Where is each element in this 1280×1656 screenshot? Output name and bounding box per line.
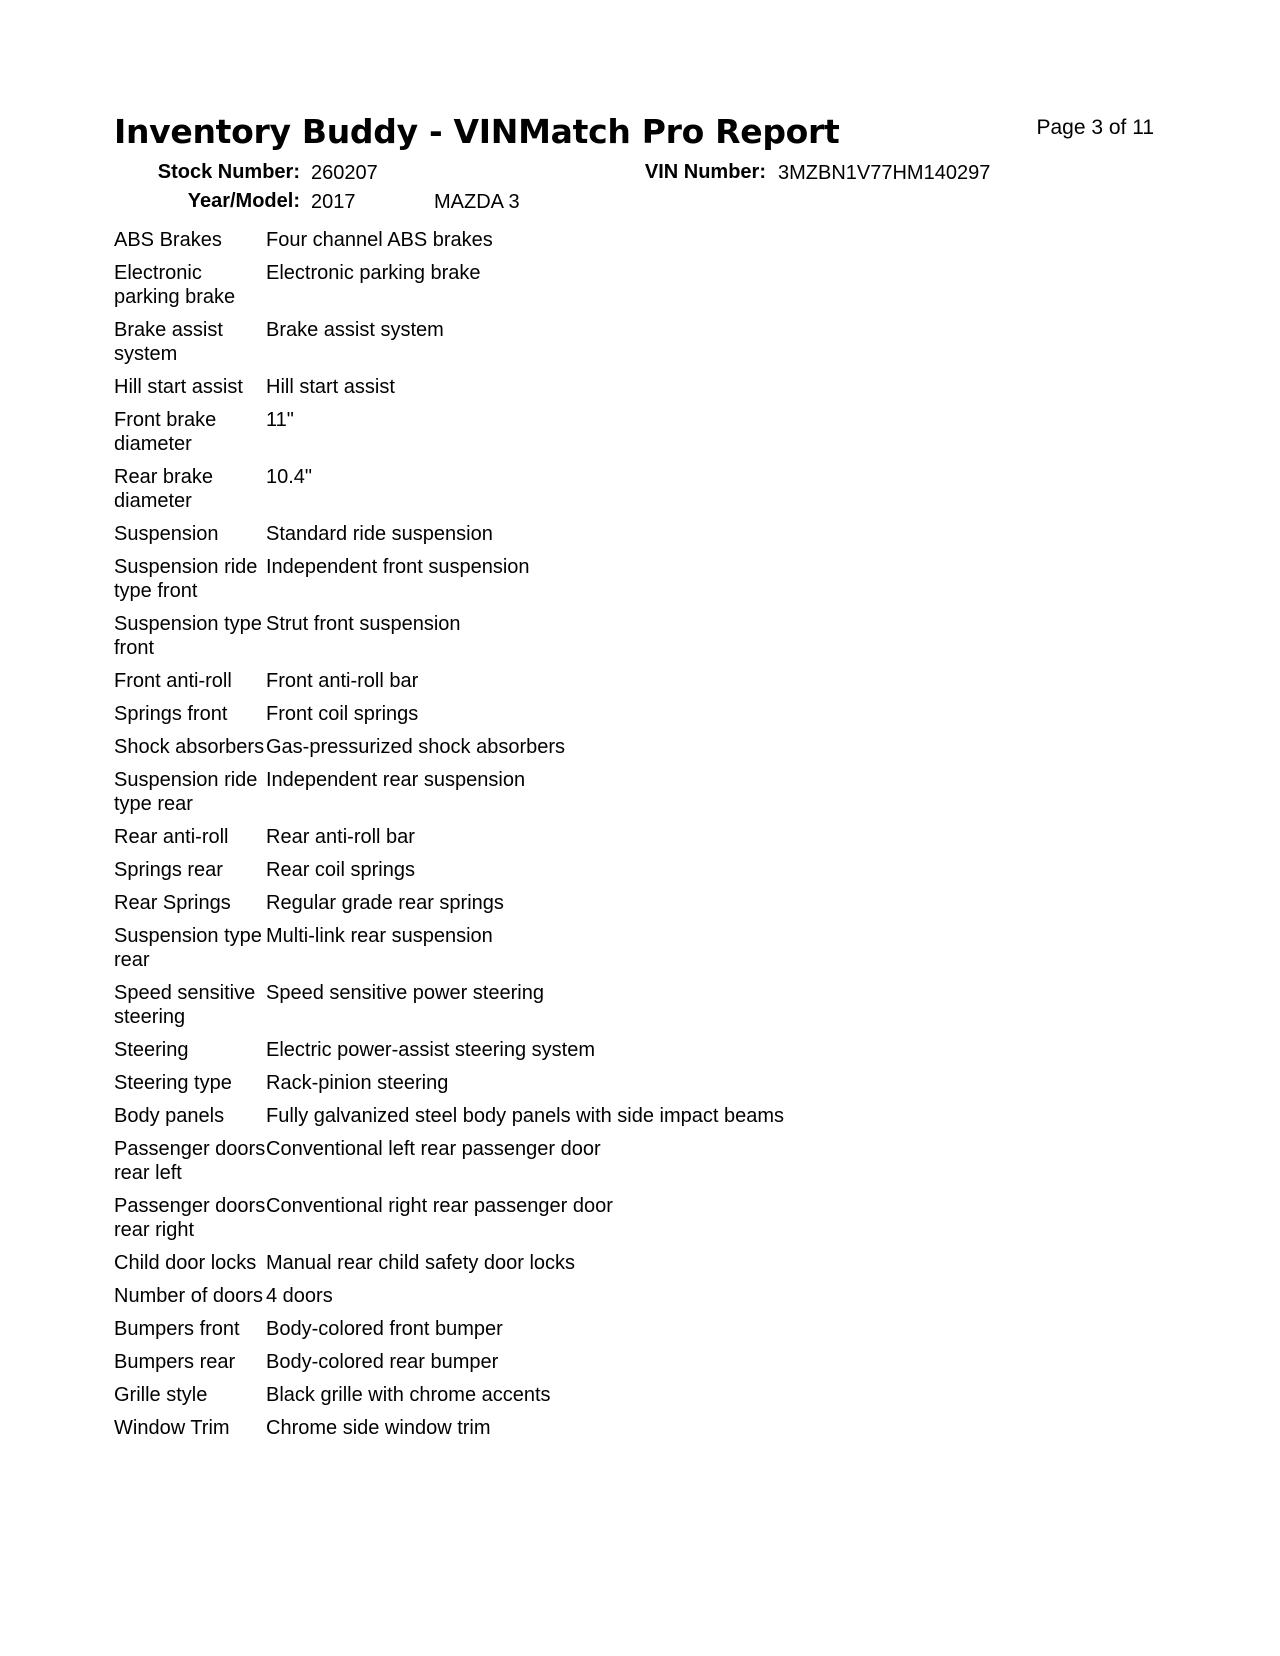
spec-value: Brake assist system xyxy=(266,319,444,341)
spec-value: Electronic parking brake xyxy=(266,262,481,284)
spec-name: Front brake diameter xyxy=(114,409,217,455)
spec-value: Gas-pressurized shock absorbers xyxy=(266,736,566,758)
spec-name: Front anti-roll xyxy=(114,670,232,692)
spec-name: Speed sensitive steering xyxy=(114,982,256,1028)
spec-value: Front coil springs xyxy=(266,703,419,725)
spec-value: Conventional right rear passenger door xyxy=(266,1195,613,1217)
spec-name: Hill start assist xyxy=(114,376,243,398)
stock-number-label: Stock Number: xyxy=(157,161,300,183)
spec-row xyxy=(114,1251,784,1284)
spec-name: Number of doors xyxy=(114,1285,263,1307)
spec-name: Springs front xyxy=(114,703,228,725)
spec-row xyxy=(114,1038,784,1071)
spec-name: Passenger doors rear left xyxy=(114,1138,266,1184)
spec-value: Fully galvanized steel body panels with side impact beams xyxy=(266,1105,785,1127)
spec-name: Suspension type rear xyxy=(114,925,262,971)
spec-name: Bumpers front xyxy=(114,1318,240,1340)
spec-row xyxy=(114,702,784,735)
vin-number-label: VIN Number: xyxy=(644,161,766,183)
spec-value: Rear anti-roll bar xyxy=(266,826,415,848)
spec-value: 4 doors xyxy=(266,1285,333,1307)
spec-row xyxy=(114,1071,784,1104)
spec-value: Conventional left rear passenger door xyxy=(266,1138,601,1160)
spec-name: Body panels xyxy=(114,1105,225,1127)
spec-table xyxy=(114,228,784,1449)
spec-row xyxy=(114,228,784,261)
spec-name: Springs rear xyxy=(114,859,223,881)
spec-value: Black grille with chrome accents xyxy=(266,1384,551,1406)
spec-name: Steering xyxy=(114,1039,189,1061)
spec-row xyxy=(114,522,784,555)
spec-name: ABS Brakes xyxy=(114,229,222,251)
spec-row xyxy=(114,981,784,1038)
spec-row xyxy=(114,375,784,408)
spec-row xyxy=(114,1317,784,1350)
spec-value: Body-colored rear bumper xyxy=(266,1351,499,1373)
spec-value: Strut front suspension xyxy=(266,613,461,635)
spec-row xyxy=(114,1137,784,1194)
spec-row xyxy=(114,1194,784,1251)
spec-name: Suspension xyxy=(114,523,219,545)
year-value: 2017 xyxy=(311,191,356,213)
spec-row xyxy=(114,735,784,768)
spec-value: 10.4" xyxy=(266,466,313,488)
spec-row xyxy=(114,924,784,981)
spec-value: Rear coil springs xyxy=(266,859,415,881)
spec-value: Independent rear suspension xyxy=(266,769,526,791)
spec-row xyxy=(114,858,784,891)
spec-row xyxy=(114,261,784,318)
spec-name: Brake assist system xyxy=(114,319,223,365)
spec-name: Rear brake diameter xyxy=(114,466,213,512)
spec-row xyxy=(114,768,784,825)
year-model-label: Year/Model: xyxy=(187,190,300,212)
spec-row xyxy=(114,318,784,375)
stock-number-value: 260207 xyxy=(311,162,378,184)
spec-name: Window Trim xyxy=(114,1417,230,1439)
spec-row xyxy=(114,1383,784,1416)
page-title: Inventory Buddy - VINMatch Pro Report xyxy=(114,112,840,151)
vin-number-value: 3MZBN1V77HM140297 xyxy=(778,162,991,184)
spec-name: Suspension ride type front xyxy=(114,556,258,602)
spec-name: Rear Springs xyxy=(114,892,231,914)
spec-value: Chrome side window trim xyxy=(266,1417,491,1439)
spec-value: Body-colored front bumper xyxy=(266,1318,503,1340)
spec-value: Standard ride suspension xyxy=(266,523,493,545)
spec-name: Bumpers rear xyxy=(114,1351,236,1373)
spec-value: Speed sensitive power steering xyxy=(266,982,544,1004)
spec-row xyxy=(114,891,784,924)
spec-value: 11" xyxy=(266,409,294,431)
spec-value: Electric power-assist steering system xyxy=(266,1039,595,1061)
spec-name: Steering type xyxy=(114,1072,232,1094)
spec-row xyxy=(114,669,784,702)
spec-row xyxy=(114,1104,784,1137)
spec-row xyxy=(114,465,784,522)
spec-value: Multi-link rear suspension xyxy=(266,925,493,947)
spec-name: Passenger doors rear right xyxy=(114,1195,266,1241)
spec-name: Rear anti-roll xyxy=(114,826,229,848)
spec-name: Electronic parking brake xyxy=(114,262,236,308)
spec-name: Suspension type front xyxy=(114,613,262,659)
spec-value: Independent front suspension xyxy=(266,556,530,578)
spec-value: Regular grade rear springs xyxy=(266,892,504,914)
spec-row xyxy=(114,1350,784,1383)
spec-value: Four channel ABS brakes xyxy=(266,229,493,251)
spec-row xyxy=(114,1284,784,1317)
spec-table-body xyxy=(114,228,784,1449)
spec-name: Grille style xyxy=(114,1384,208,1406)
spec-row xyxy=(114,555,784,612)
model-value: MAZDA 3 xyxy=(434,191,520,213)
spec-value: Front anti-roll bar xyxy=(266,670,419,692)
spec-row xyxy=(114,408,784,465)
spec-value: Rack-pinion steering xyxy=(266,1072,449,1094)
spec-row xyxy=(114,1416,784,1449)
spec-value: Manual rear child safety door locks xyxy=(266,1252,576,1274)
spec-value: Hill start assist xyxy=(266,376,395,398)
page-number: Page 3 of 11 xyxy=(1036,116,1154,139)
spec-name: Suspension ride type rear xyxy=(114,769,258,815)
spec-name: Child door locks xyxy=(114,1252,257,1274)
spec-name: Shock absorbers xyxy=(114,736,265,758)
spec-row xyxy=(114,825,784,858)
spec-row xyxy=(114,612,784,669)
